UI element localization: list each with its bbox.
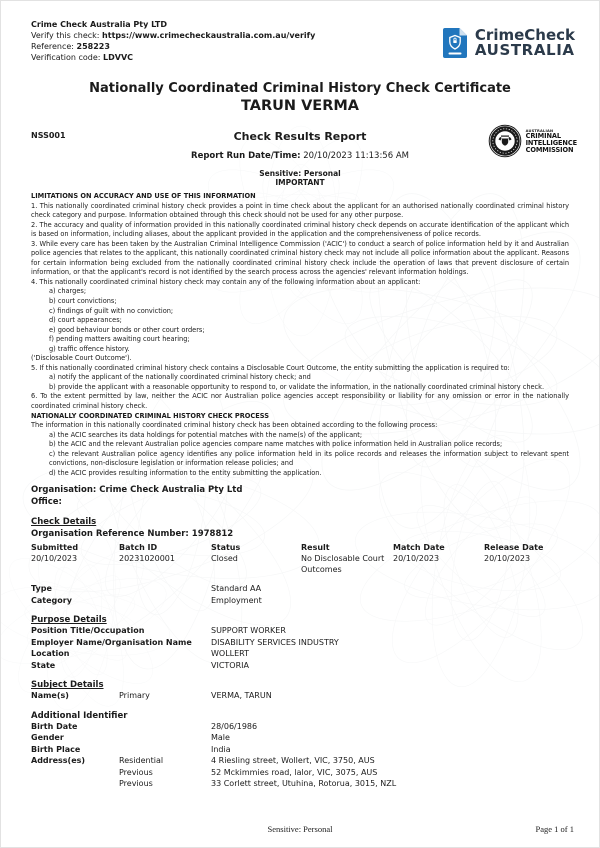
organisation-line: Organisation: Crime Check Australia Pty Ltd xyxy=(31,485,243,496)
legal-line: c) the relevant Australian police agency identifies any police information held in its police records and releases the information subject to relevant spent convictions, non-disclosure legislation or information release policies; and xyxy=(49,449,569,468)
brand-text xyxy=(475,28,575,57)
legal-line: The information in this nationally coordinated criminal history check has been obtained according to the following process: xyxy=(31,421,438,430)
legal-line: c) findings of guilt with no conviction; xyxy=(49,306,174,315)
legal-line: LIMITATIONS ON ACCURACY AND USE OF THIS INFORMATION xyxy=(31,192,256,200)
col-match-date: Match Date xyxy=(393,543,445,553)
cell-status: Closed xyxy=(211,554,238,564)
cell-submitted: 20/10/2023 xyxy=(31,554,78,564)
col-release-date: Release Date xyxy=(484,543,544,553)
office-line: Office: xyxy=(31,496,62,507)
footer-sensitivity: Sensitive: Personal xyxy=(267,824,333,834)
subject-details-heading: Subject Details xyxy=(31,680,104,691)
brand-line1: CrimeCheck xyxy=(474,26,575,44)
crimecheck-logo xyxy=(442,22,575,63)
detail-row: Employer Name/Organisation Name DISABILITY SERVICES INDUSTRY xyxy=(31,637,339,647)
legal-line: b) the ACIC and the relevant Australian police agencies compare name matches with police information held in Australian police records; xyxy=(49,440,503,449)
col-result: Result xyxy=(301,543,330,553)
legal-line: b) provide the applicant with a reasonable opportunity to respond to, or validate the information, in the nationally coordinated criminal history check. xyxy=(49,382,545,391)
reference-number: 258223 xyxy=(76,42,110,51)
check-details-heading: Check Details xyxy=(31,517,97,528)
detail-row: Name(s) Primary VERMA, TARUN xyxy=(31,691,272,701)
detail-row: Position Title/Occupation SUPPORT WORKER xyxy=(31,626,286,636)
detail-row: Previous 33 Corlett street, Utuhina, Rotorua, 3015, NZL xyxy=(119,779,397,789)
col-submitted: Submitted xyxy=(31,543,79,553)
acic-line3: COMMISSION xyxy=(525,145,574,154)
document-shield-icon xyxy=(442,27,469,59)
type-category-rows xyxy=(31,583,569,606)
legal-line: 3. While every care has been taken by the Australian Criminal Intelligence Commission ('ACIC') to conduct a search of police information held by it and Australian police agencies that relates to the applicant, this nationally coordinated criminal history check may not include all police information about the applicant. Reasons for certain information being excluded from the nationally coordinated criminal history check include the operation of laws that prevent disclosure of certain information, or that the applicant's record is not identified by the search process across the agencies' relevant information holdings. xyxy=(31,239,569,277)
legal-line: 5. If this nationally coordinated criminal history check contains a Disclosable Court Outcome, the entity submitting the application is required to: xyxy=(31,363,510,372)
detail-row: Previous 52 Mckimmies road, lalor, VIC, 3075, AUS xyxy=(119,767,378,777)
cell-batch-id: 20231020001 xyxy=(119,554,175,564)
acic-seal-icon xyxy=(488,124,522,158)
legal-line: f) pending matters awaiting court hearing; xyxy=(49,335,190,344)
legal-line: b) court convictions; xyxy=(49,297,117,306)
acic-logo xyxy=(488,124,577,158)
cell-result: No Disclosable Court Outcomes xyxy=(301,554,385,574)
legal-line: e) good behaviour bonds or other court orders; xyxy=(49,325,205,334)
org-reference-number: Organisation Reference Number: 1978812 xyxy=(31,529,234,540)
report-header-zone xyxy=(1,126,599,187)
legal-line: d) court appearances; xyxy=(49,316,122,325)
reference-line: Reference: 258223 xyxy=(31,42,110,51)
footer-page-number: Page 1 of 1 xyxy=(535,824,574,834)
legal-line: 2. The accuracy and quality of information provided in this nationally coordinated criminal history check depends on accurate identification of the applicant which is based on information, including aliases, about the applicant provided in the application and the comprehensiveness of police records. xyxy=(31,220,569,239)
legal-line: a) charges; xyxy=(49,287,87,296)
legal-line: 4. This nationally coordinated criminal history check may contain any of the following information about an applicant: xyxy=(31,277,421,286)
additional-identifier-heading: Additional Identifier xyxy=(31,710,128,721)
legal-text xyxy=(1,192,599,478)
document-header xyxy=(1,1,599,63)
cell-match-date: 20/10/2023 xyxy=(393,554,440,564)
legal-line: a) notify the applicant of the nationally coordinated criminal history check; and xyxy=(49,373,311,382)
verify-line: Verify this check: https://www.crimecheckaustralia.com.au/verify xyxy=(31,31,316,40)
subject-details-section xyxy=(1,680,599,702)
detail-row: Birth Date 28/06/1986 xyxy=(31,721,258,731)
company-name: Crime Check Australia Pty LTD xyxy=(31,20,167,29)
important-label: IMPORTANT xyxy=(275,178,325,187)
detail-row: Address(es) Residential 4 Riesling street, Wollert, VIC, 3750, AUS xyxy=(31,756,375,766)
subject-name-heading: TARUN VERMA xyxy=(240,98,360,114)
form-code: NSS001 xyxy=(31,131,66,140)
check-results-table xyxy=(31,539,569,575)
acic-line1: CRIMINAL xyxy=(525,132,561,141)
verification-code: LDVVC xyxy=(103,53,134,62)
verify-url[interactable]: https://www.crimecheckaustralia.com.au/verify xyxy=(102,31,316,40)
report-run-line: Report Run Date/Time: 20/10/2023 11:13:56 AM xyxy=(191,151,409,161)
purpose-details-section xyxy=(1,615,599,671)
page-footer xyxy=(1,824,599,834)
legal-line: a) the ACIC searches its data holdings for potential matches with the name(s) of the applicant; xyxy=(49,430,363,439)
legal-line: g) traffic offence history. xyxy=(49,344,130,353)
legal-line: 6. To the extent permitted by law, neither the ACIC nor Australian police agencies accept responsibility or liability for any omission or error in the nationally coordinated criminal history check. xyxy=(31,392,569,411)
report-title: Check Results Report xyxy=(233,130,367,143)
brand-line2: AUSTRALIA xyxy=(474,41,575,59)
check-details-section xyxy=(1,517,599,606)
detail-row: Location WOLLERT xyxy=(31,649,250,659)
detail-row: Gender Male xyxy=(31,733,230,743)
cell-release-date: 20/10/2023 xyxy=(484,554,531,564)
document-title: Nationally Coordinated Criminal History Check Certificate xyxy=(89,81,511,96)
purpose-details-heading: Purpose Details xyxy=(31,615,107,626)
legal-line: 1. This nationally coordinated criminal history check provides a point in time check about the applicant for an authorised nationally coordinated criminal history check category and purpose. Information obtained through this check should not be used for any other purpose. xyxy=(31,201,569,220)
issuer-details xyxy=(31,19,315,63)
additional-identifier-section xyxy=(1,711,599,790)
col-batch-id: Batch ID xyxy=(119,543,158,553)
detail-row: State VICTORIA xyxy=(31,660,249,670)
organisation-block xyxy=(1,485,599,508)
acic-line2: INTELLIGENCE xyxy=(525,138,577,147)
report-run-value: 20/10/2023 11:13:56 AM xyxy=(300,151,409,161)
verification-line: Verification code: LDVVC xyxy=(31,53,134,62)
sensitivity-label: Sensitive: Personal xyxy=(259,169,341,178)
legal-line: NATIONALLY COORDINATED CRIMINAL HISTORY CHECK PROCESS xyxy=(31,411,269,420)
acic-logo-text xyxy=(526,129,577,153)
detail-row: Type Standard AA xyxy=(31,584,262,594)
detail-row: Category Employment xyxy=(31,595,262,605)
legal-line: ('Disclosable Court Outcome'). xyxy=(31,354,132,363)
detail-row: Birth Place India xyxy=(31,744,231,754)
acic-small-line: AUSTRALIAN xyxy=(525,128,554,133)
col-status: Status xyxy=(211,543,241,553)
legal-line: d) the ACIC provides resulting information to the entity submitting the application. xyxy=(49,468,322,477)
